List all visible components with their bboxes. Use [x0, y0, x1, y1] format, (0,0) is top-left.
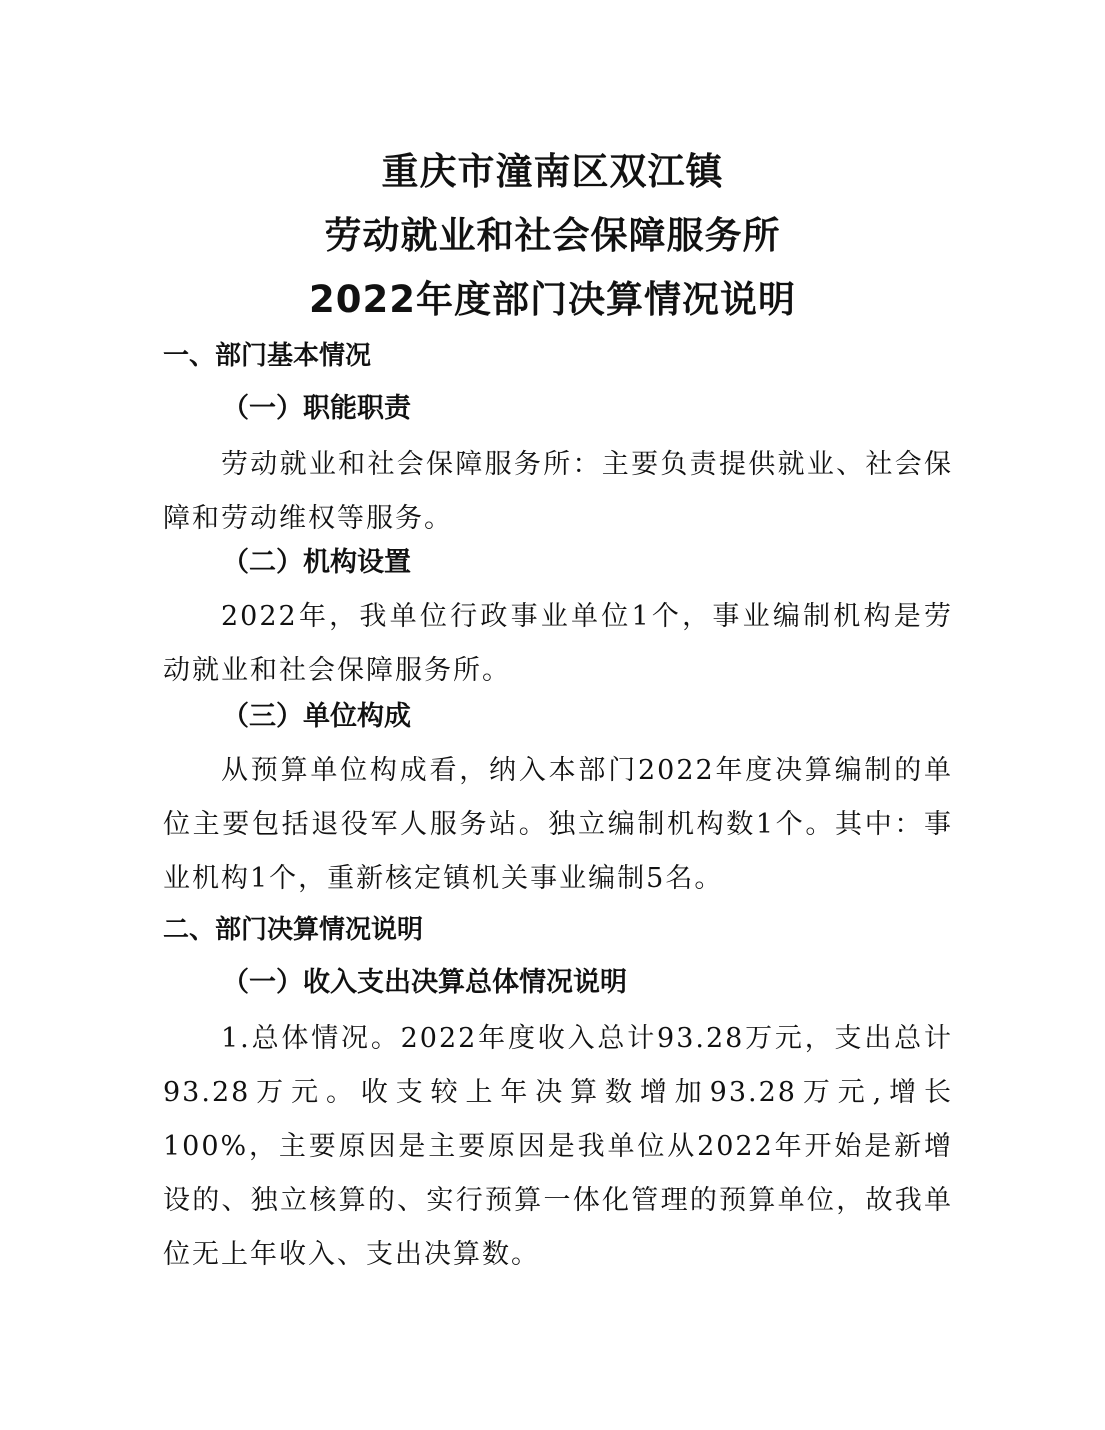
subheading-functions: （一）职能职责 [222, 393, 411, 424]
subheading-organization: （二）机构设置 [222, 547, 411, 578]
subheading-income-expenditure: （一）收入支出决算总体情况说明 [222, 967, 627, 998]
paragraph-organization: 2022年，我单位行政事业单位1个，事业编制机构是劳动就业和社会保障服务所。 [163, 601, 953, 686]
paragraph-functions: 劳动就业和社会保障服务所：主要负责提供就业、社会保障和劳动维权等服务。 [163, 449, 953, 534]
paragraph-unit-composition: 从预算单位构成看，纳入本部门2022年度决算编制的单位主要包括退役军人服务站。独立编制机构数1个。其中：事业机构1个，重新核定镇机关事业编制5名。 [163, 755, 953, 894]
section-heading-basic-info: 一、部门基本情况 [163, 341, 372, 371]
title-line-2: 劳动就业和社会保障服务所 [324, 214, 781, 257]
title-line-1: 重庆市潼南区双江镇 [381, 150, 724, 193]
document-title [0, 140, 1105, 332]
title-line-3: 2022年度部门决算情况说明 [309, 278, 796, 321]
section-heading-final-accounts: 二、部门决算情况说明 [163, 915, 424, 945]
subheading-unit-composition: （三）单位构成 [222, 701, 411, 732]
paragraph-overall-situation: 1.总体情况。2022年度收入总计93.28万元，支出总计93.28万元。收支较上年决算数增加93.28万元,增长100%，主要原因是主要原因是我单位从2022年开始是新增设的、独立核算的、实行预算一体化管理的预算单位，故我单位无上年收入、支出决算数。 [163, 1023, 953, 1270]
